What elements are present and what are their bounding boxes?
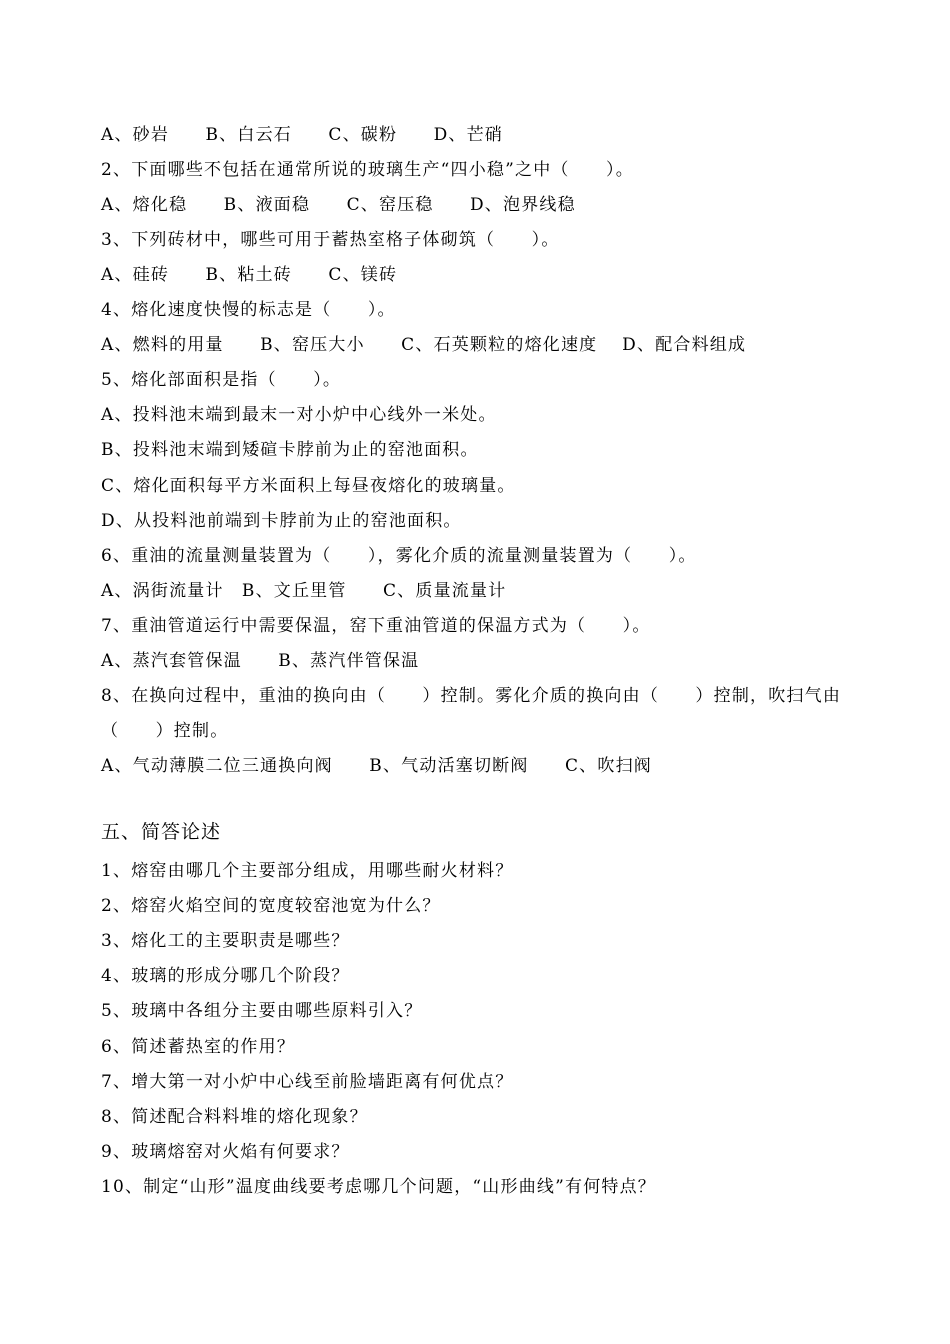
mc-line: A、硅砖 B、粘土砖 C、镁砖 xyxy=(101,265,398,285)
question-line: 7、增大第一对小炉中心线至前脸墙距离有何优点？ xyxy=(101,1072,514,1092)
question-line: 9、玻璃熔窑对火焰有何要求？ xyxy=(101,1142,350,1162)
mc-line: A、蒸汽套管保温 B、蒸汽伴管保温 xyxy=(101,651,420,671)
mc-line: （ ）控制。 xyxy=(101,721,229,741)
mc-line: 8、在换向过程中，重油的换向由（ ）控制。雾化介质的换向由（ ）控制，吹扫气由 xyxy=(101,686,842,706)
question-line: 10、制定“山形”温度曲线要考虑哪几个问题，“山形曲线”有何特点？ xyxy=(101,1177,656,1197)
question-line: 5、玻璃中各组分主要由哪些原料引入？ xyxy=(101,1001,423,1021)
mc-line: 3、下列砖材中，哪些可用于蓄热室格子体砌筑（ ）。 xyxy=(101,230,560,250)
question-line: 1、熔窑由哪几个主要部分组成，用哪些耐火材料？ xyxy=(101,861,514,881)
mc-line: 5、熔化部面积是指（ ）。 xyxy=(101,370,342,390)
mc-line: A、燃料的用量 B、窑压大小 C、石英颗粒的熔化速度 D、配合料组成 xyxy=(101,335,747,355)
mc-line: 4、熔化速度快慢的标志是（ ）。 xyxy=(101,300,396,320)
question-line: 4、玻璃的形成分哪几个阶段？ xyxy=(101,966,350,986)
mc-line: 6、重油的流量测量装置为（ ），雾化介质的流量测量装置为（ ）。 xyxy=(101,546,697,566)
mc-line: A、涡街流量计 B、文丘里管 C、质量流量计 xyxy=(101,581,507,601)
mc-line: A、砂岩 B、白云石 C、碳粉 D、芒硝 xyxy=(101,125,504,145)
mc-line: 2、下面哪些不包括在通常所说的玻璃生产“四小稳”之中（ ）。 xyxy=(101,160,634,180)
mc-line: D、从投料池前端到卡脖前为止的窑池面积。 xyxy=(101,511,462,531)
mc-line: B、投料池末端到矮碹卡脖前为止的窑池面积。 xyxy=(101,440,479,460)
mc-line: C、熔化面积每平方米面积上每昼夜熔化的玻璃量。 xyxy=(101,476,516,496)
question-line: 6、简述蓄热室的作用？ xyxy=(101,1037,296,1057)
mc-line: A、气动薄膜二位三通换向阀 B、气动活塞切断阀 C、吹扫阀 xyxy=(101,756,652,776)
question-line: 3、熔化工的主要职责是哪些？ xyxy=(101,931,350,951)
mc-line: A、熔化稳 B、液面稳 C、窑压稳 D、泡界线稳 xyxy=(101,195,576,215)
mc-line: 7、重油管道运行中需要保温，窑下重油管道的保温方式为（ ）。 xyxy=(101,616,651,636)
question-line: 8、简述配合料料堆的熔化现象？ xyxy=(101,1107,368,1127)
mc-line: A、投料池末端到最末一对小炉中心线外一米处。 xyxy=(101,405,497,425)
question-line: 2、熔窑火焰空间的宽度较窑池宽为什么？ xyxy=(101,896,441,916)
section-heading: 五、简答论述 xyxy=(101,821,222,843)
